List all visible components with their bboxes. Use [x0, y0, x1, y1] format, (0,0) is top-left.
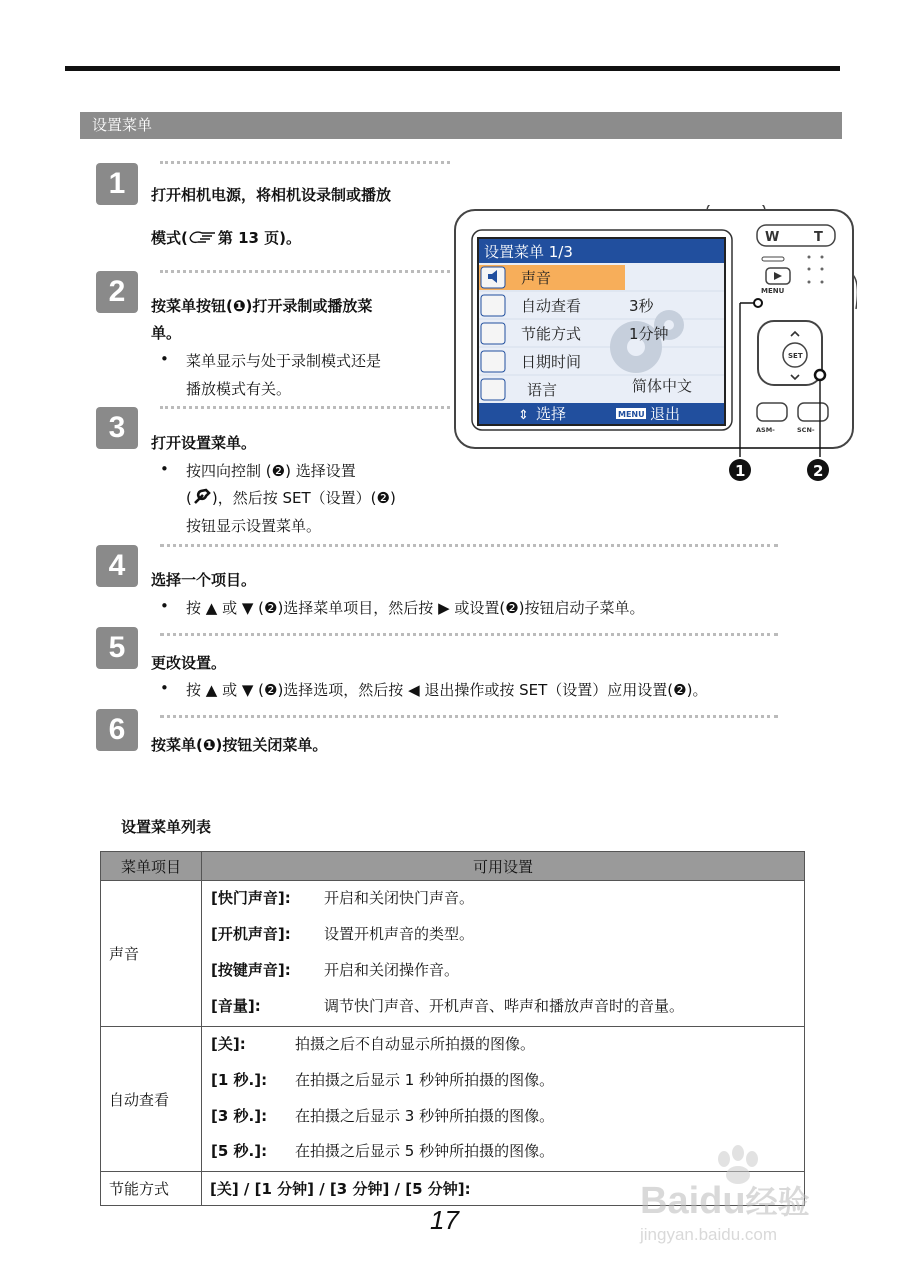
step-6-text: 按菜单(❶)按钮关闭菜单。	[151, 736, 328, 754]
step-4-text: 选择一个项目。	[151, 571, 257, 589]
svg-text:SET: SET	[788, 352, 803, 360]
step-2-bullet-2: 播放模式有关。	[186, 380, 292, 398]
divider	[160, 544, 778, 547]
option-desc: 调节快门声音、开机声音、哔声和播放声音时的音量。	[324, 997, 685, 1015]
option-key: [快门声音]:	[211, 889, 291, 907]
baidu-watermark	[640, 1145, 860, 1255]
option-desc: 开启和关闭快门声音。	[324, 889, 475, 907]
lcd-row-label: 语言	[527, 381, 558, 399]
step-4-number: 4	[96, 545, 138, 587]
svg-text:MENU: MENU	[618, 410, 645, 419]
page-number: 17	[430, 1205, 459, 1235]
step-4-bullet: 按 ▲ 或 ▼ (❷)选择菜单项目，然后按 ▶ 或设置(❷)按钮启动子菜单。	[186, 599, 645, 617]
option-desc: 在拍摄之后显示 3 秒钟所拍摄的图像。	[295, 1107, 555, 1125]
bullet-icon: •	[160, 350, 169, 368]
option-key: [关] / [1 分钟] / [3 分钟] / [5 分钟]:	[202, 1172, 805, 1206]
option-key: [按键声音]:	[211, 961, 291, 979]
wrench-icon	[192, 488, 212, 506]
scn-button	[798, 403, 828, 421]
option-key: [3 秒.]:	[211, 1107, 268, 1125]
divider	[160, 270, 450, 273]
top-rule	[65, 66, 840, 71]
svg-text:W: W	[765, 230, 780, 245]
column-header: 可用设置	[202, 852, 805, 881]
bullet-icon: •	[160, 460, 169, 478]
divider	[160, 633, 778, 636]
calendar-icon	[481, 351, 505, 372]
step-2-number: 2	[96, 271, 138, 313]
language-icon	[481, 379, 505, 400]
updown-icon: ⇕	[518, 408, 529, 423]
watermark-brand: Bai	[640, 1180, 700, 1222]
step-3-number: 3	[96, 407, 138, 449]
lcd-row-label: 自动查看	[521, 297, 582, 315]
step-5-text: 更改设置。	[151, 654, 227, 672]
option-desc: 在拍摄之后显示 1 秒钟所拍摄的图像。	[295, 1071, 555, 1089]
lcd-row-label: 日期时间	[521, 353, 582, 371]
divider	[160, 161, 450, 164]
step-5-bullet: 按 ▲ 或 ▼ (❷)选择选项，然后按 ◀ 退出操作或按 SET（设置）应用设置(❷)。	[186, 681, 708, 699]
lcd-row-label: 声音	[521, 269, 552, 287]
bullet-icon: •	[160, 597, 169, 615]
watermark-brand-3: 经验	[745, 1184, 810, 1220]
power-save-icon	[481, 323, 505, 344]
step-6-number: 6	[96, 709, 138, 751]
asm-button	[757, 403, 787, 421]
bullet-icon: •	[160, 679, 169, 697]
table-caption: 设置菜单列表	[121, 818, 212, 836]
step-1-text: 打开相机电源，将相机设录制或播放	[151, 186, 392, 204]
settings-cell	[202, 881, 805, 1027]
lcd-footer-select: 选择	[536, 405, 567, 423]
step-5-number: 5	[96, 627, 138, 669]
step-1-text-2: 模式( 第 13 页)。	[151, 229, 302, 247]
step-2-text-2: 单。	[151, 324, 182, 342]
step-3-bullet: 按四向控制 (❷) 选择设置	[186, 462, 356, 480]
option-key: [音量]:	[211, 997, 261, 1015]
divider	[160, 406, 450, 409]
menu-item-cell: 声音	[101, 881, 202, 1027]
step-3-bullet-2: ( )，然后按 SET（设置）(❷)	[186, 489, 396, 507]
svg-text:T: T	[814, 230, 823, 245]
option-key: [5 秒.]:	[211, 1142, 268, 1160]
option-desc: 在拍摄之后显示 5 秒钟所拍摄的图像。	[295, 1142, 555, 1160]
lcd-footer-exit: 退出	[650, 405, 681, 423]
svg-text:ASM-: ASM-	[756, 426, 775, 434]
option-key: [关]:	[211, 1035, 246, 1053]
lcd-title: 设置菜单 1/3	[484, 243, 573, 261]
step-2-text: 按菜单按钮(❶)打开录制或播放菜	[151, 297, 373, 315]
reference-hand-icon	[188, 229, 218, 245]
review-icon	[481, 295, 505, 316]
step-3-bullet-3: 按钮显示设置菜单。	[186, 517, 322, 535]
option-key: [1 秒.]:	[211, 1071, 268, 1089]
option-desc: 拍摄之后不自动显示所拍摄的图像。	[295, 1035, 536, 1053]
option-desc: 开启和关闭操作音。	[324, 961, 460, 979]
table-row	[101, 881, 805, 1027]
option-key: [开机声音]:	[211, 925, 291, 943]
svg-text:2: 2	[813, 462, 824, 480]
menu-item-cell: 节能方式	[101, 1172, 202, 1206]
table-header-row	[101, 852, 805, 881]
step-1-number: 1	[96, 163, 138, 205]
svg-text:SCN-: SCN-	[797, 426, 815, 434]
watermark-url: jingyan.baidu.com	[640, 1225, 778, 1244]
section-title: 设置菜单	[80, 112, 842, 139]
lcd-row-value: 3秒	[629, 297, 654, 315]
lcd-footer	[479, 403, 724, 424]
column-header: 菜单项目	[101, 852, 202, 881]
watermark-brand-2: du	[699, 1180, 746, 1222]
step-3-text: 打开设置菜单。	[151, 434, 257, 452]
lcd-row-label: 节能方式	[521, 325, 582, 343]
option-desc: 设置开机声音的类型。	[324, 925, 475, 943]
menu-item-cell: 自动查看	[101, 1027, 202, 1172]
divider	[160, 715, 778, 718]
lcd-row-value: 简体中文	[632, 377, 693, 395]
svg-text:1: 1	[735, 462, 746, 480]
camera-illustration	[452, 205, 857, 487]
step-2-bullet: 菜单显示与处于录制模式还是	[186, 352, 382, 370]
lcd-row-value: 1分钟	[629, 325, 669, 343]
menu-button-label: MENU	[761, 287, 785, 295]
